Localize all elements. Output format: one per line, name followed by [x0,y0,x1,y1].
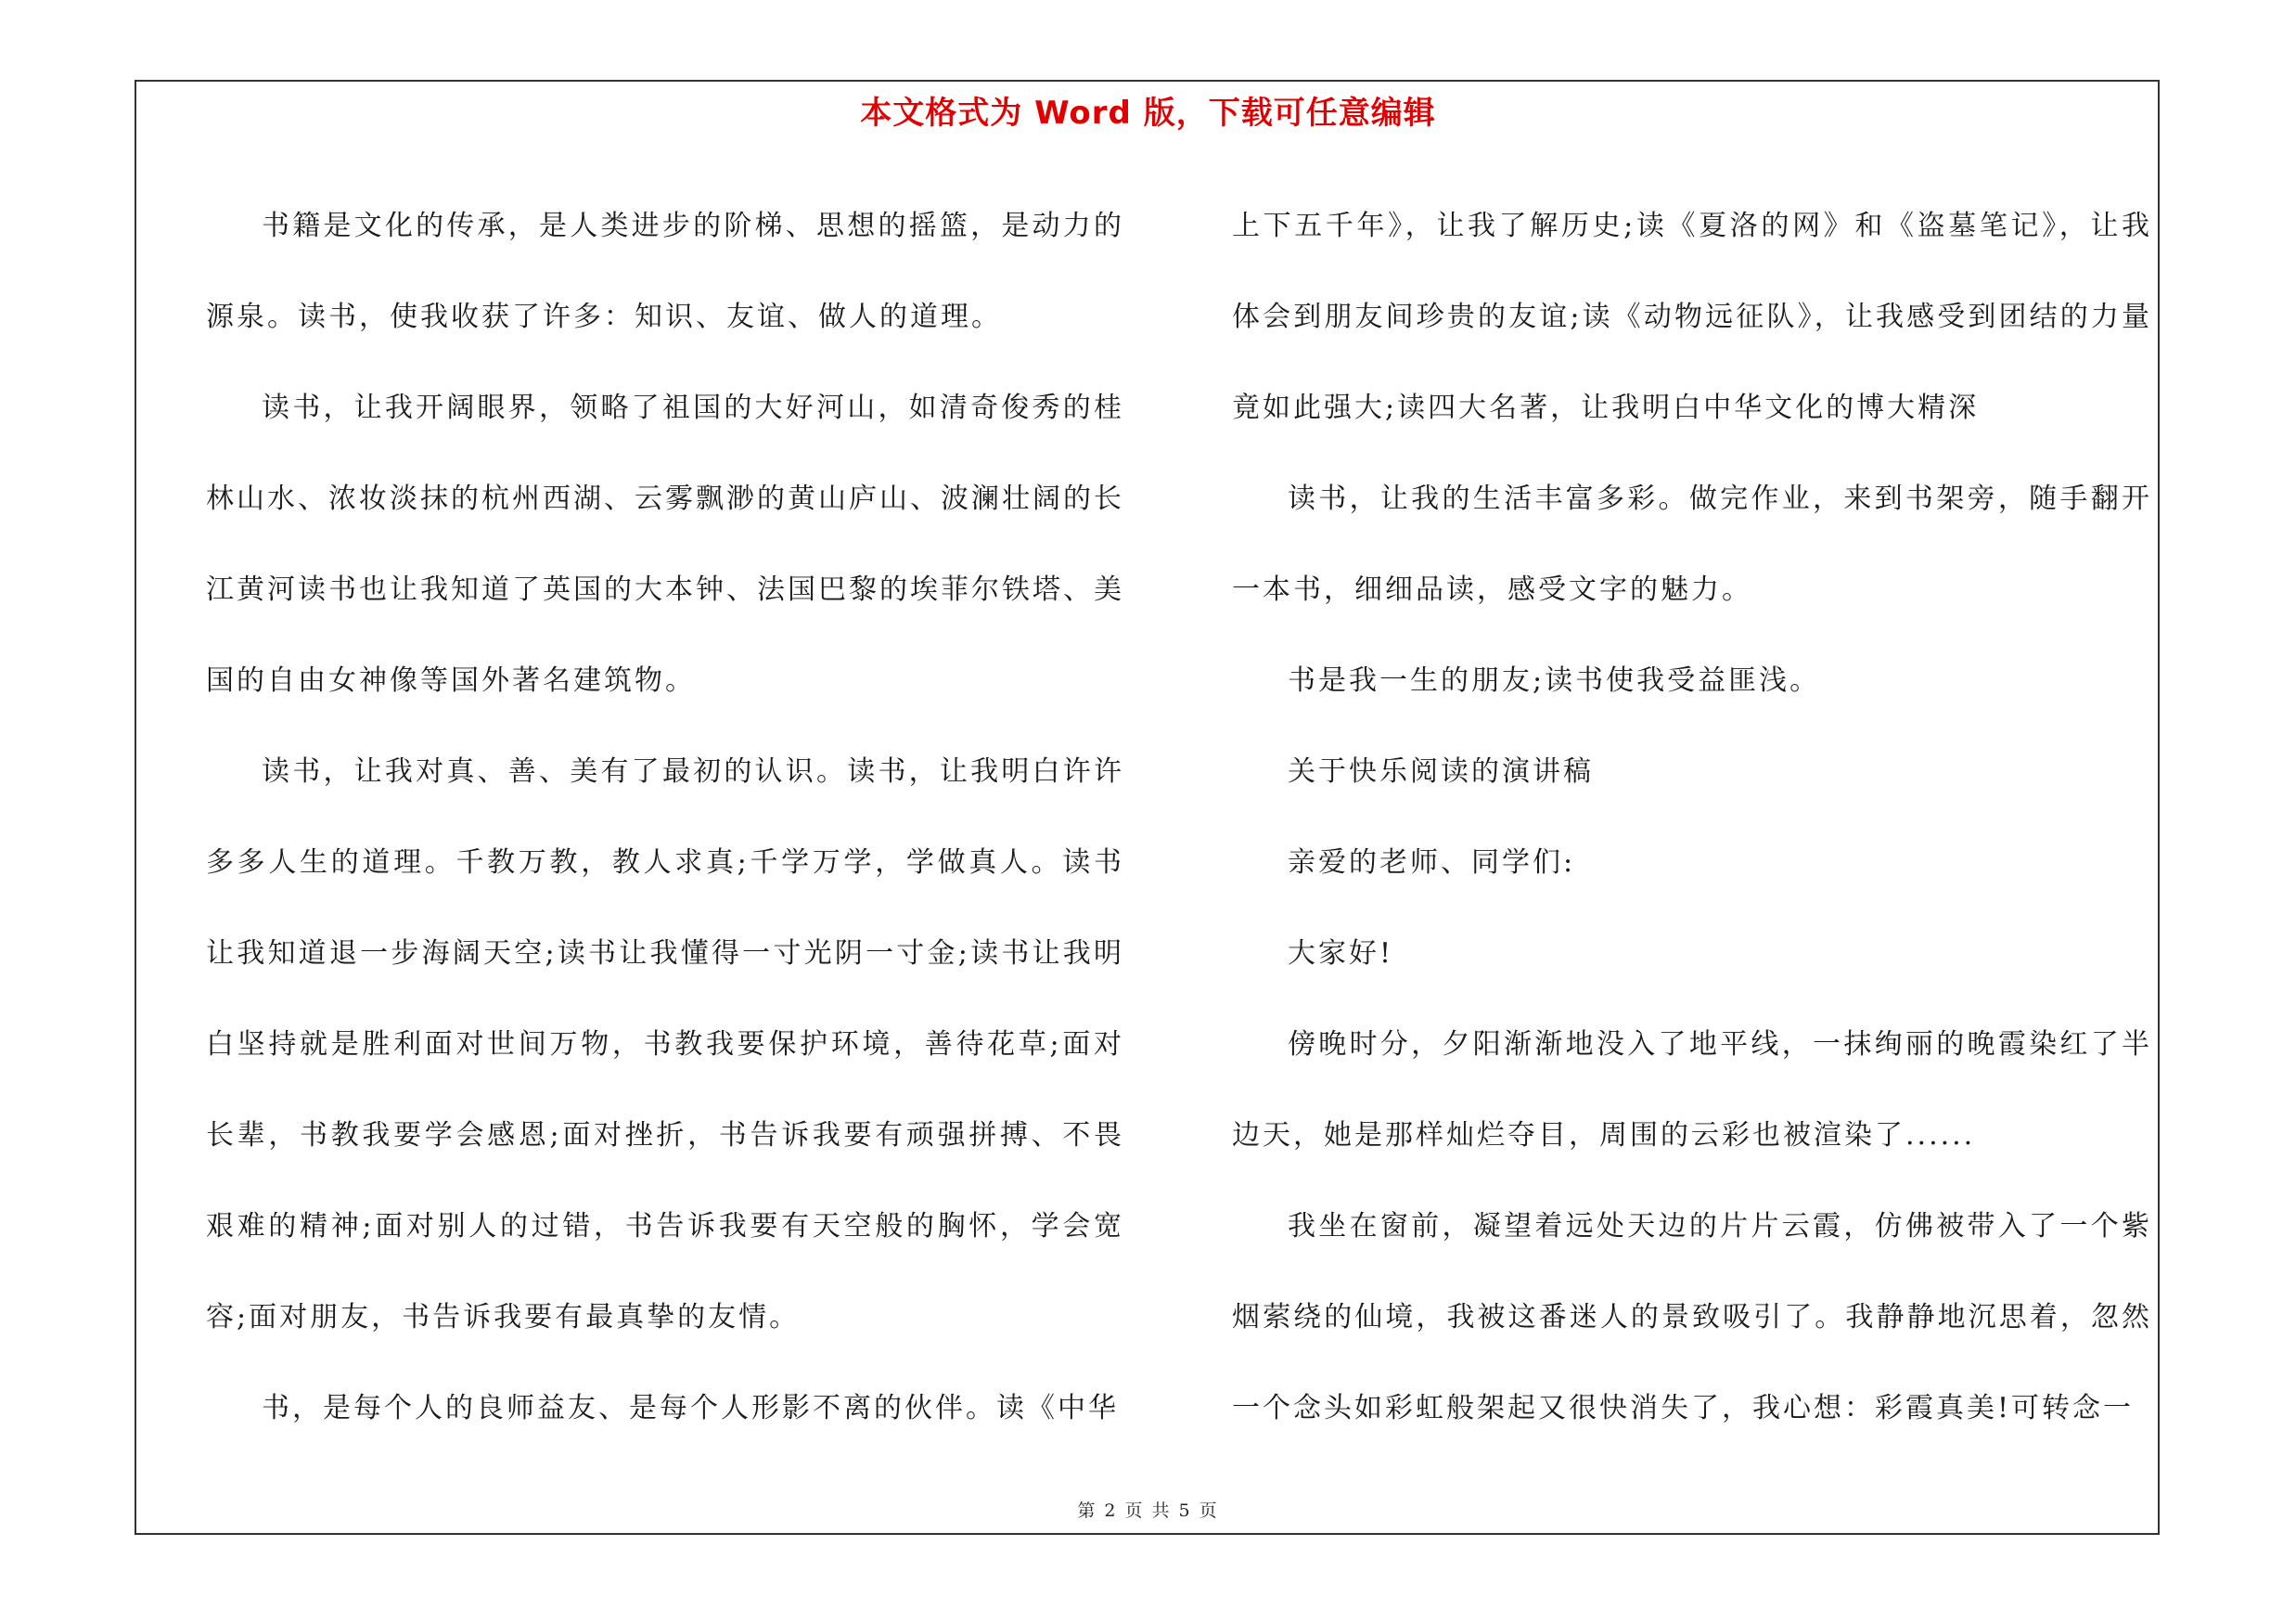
paragraph: 傍晚时分，夕阳渐渐地没入了地平线，一抹绚丽的晚霞染红了半边天，她是那样灿烂夺目，周围的云彩也被渲染了...... [1232,1028,2152,1152]
paragraph: 我坐在窗前，凝望着远处天边的片片云霞，仿佛被带入了一个紫烟萦绕的仙境，我被这番迷人的景致吸引了。我静静地沉思着，忽然一个念头如彩虹般架起又很快消失了，我心想：彩霞真美!可转念一 [1232,1210,2152,1424]
section-heading: 关于快乐阅读的演讲稿 [1288,755,1594,788]
right-column [1232,181,2152,1454]
header-banner: 本文格式为 Word 版，下载可任意编辑 [860,95,1436,132]
paragraph: 书籍是文化的传承，是人类进步的阶梯、思想的摇篮，是动力的源泉。读书，使我收获了许多：知识、友谊、做人的道理。 [206,210,1124,333]
page-number: 第 2 页 共 5 页 [1077,1501,1219,1521]
paragraph: 读书，让我对真、善、美有了最初的认识。读书，让我明白许许多多人生的道理。千教万教，教人求真;千学万学，学做真人。读书让我知道退一步海阔天空;读书让我懂得一寸光阴一寸金;读书让我明白坚持就是胜利面对世间万物，书教我要保护环境，善待花草;面对长辈，书教我要学会感恩;面对挫折，书告诉我要有顽强拼搏、不畏艰难的精神;面对别人的过错，书告诉我要有天空般的胸怀，学会宽容;面对朋友，书告诉我要有最真挚的友情。 [206,755,1124,1333]
salutation: 亲爱的老师、同学们: [1288,846,1576,879]
paragraph: 读书，让我开阔眼界，领略了祖国的大好河山，如清奇俊秀的桂林山水、浓妆淡抹的杭州西湖、云雾飘渺的黄山庐山、波澜壮阔的长江黄河读书也让我知道了英国的大本钟、法国巴黎的埃菲尔铁塔、美国的自由女神像等国外著名建筑物。 [206,392,1124,697]
paragraph: 读书，让我的生活丰富多彩。做完作业，来到书架旁，随手翻开一本书，细细品读，感受文字的魅力。 [1232,483,2152,606]
left-column [206,181,1124,1454]
paragraph: 书，是每个人的良师益友、是每个人形影不离的伙伴。读《中华 [262,1392,1119,1424]
paragraph: 书是我一生的朋友;读书使我受益匪浅。 [1288,664,1821,697]
greeting: 大家好! [1288,937,1394,970]
paragraph-continuation: 上下五千年》，让我了解历史;读《夏洛的网》和《盗墓笔记》，让我体会到朋友间珍贵的友谊;读《动物远征队》，让我感受到团结的力量竟如此强大;读四大名著，让我明白中华文化的博大精深 [1232,210,2152,424]
